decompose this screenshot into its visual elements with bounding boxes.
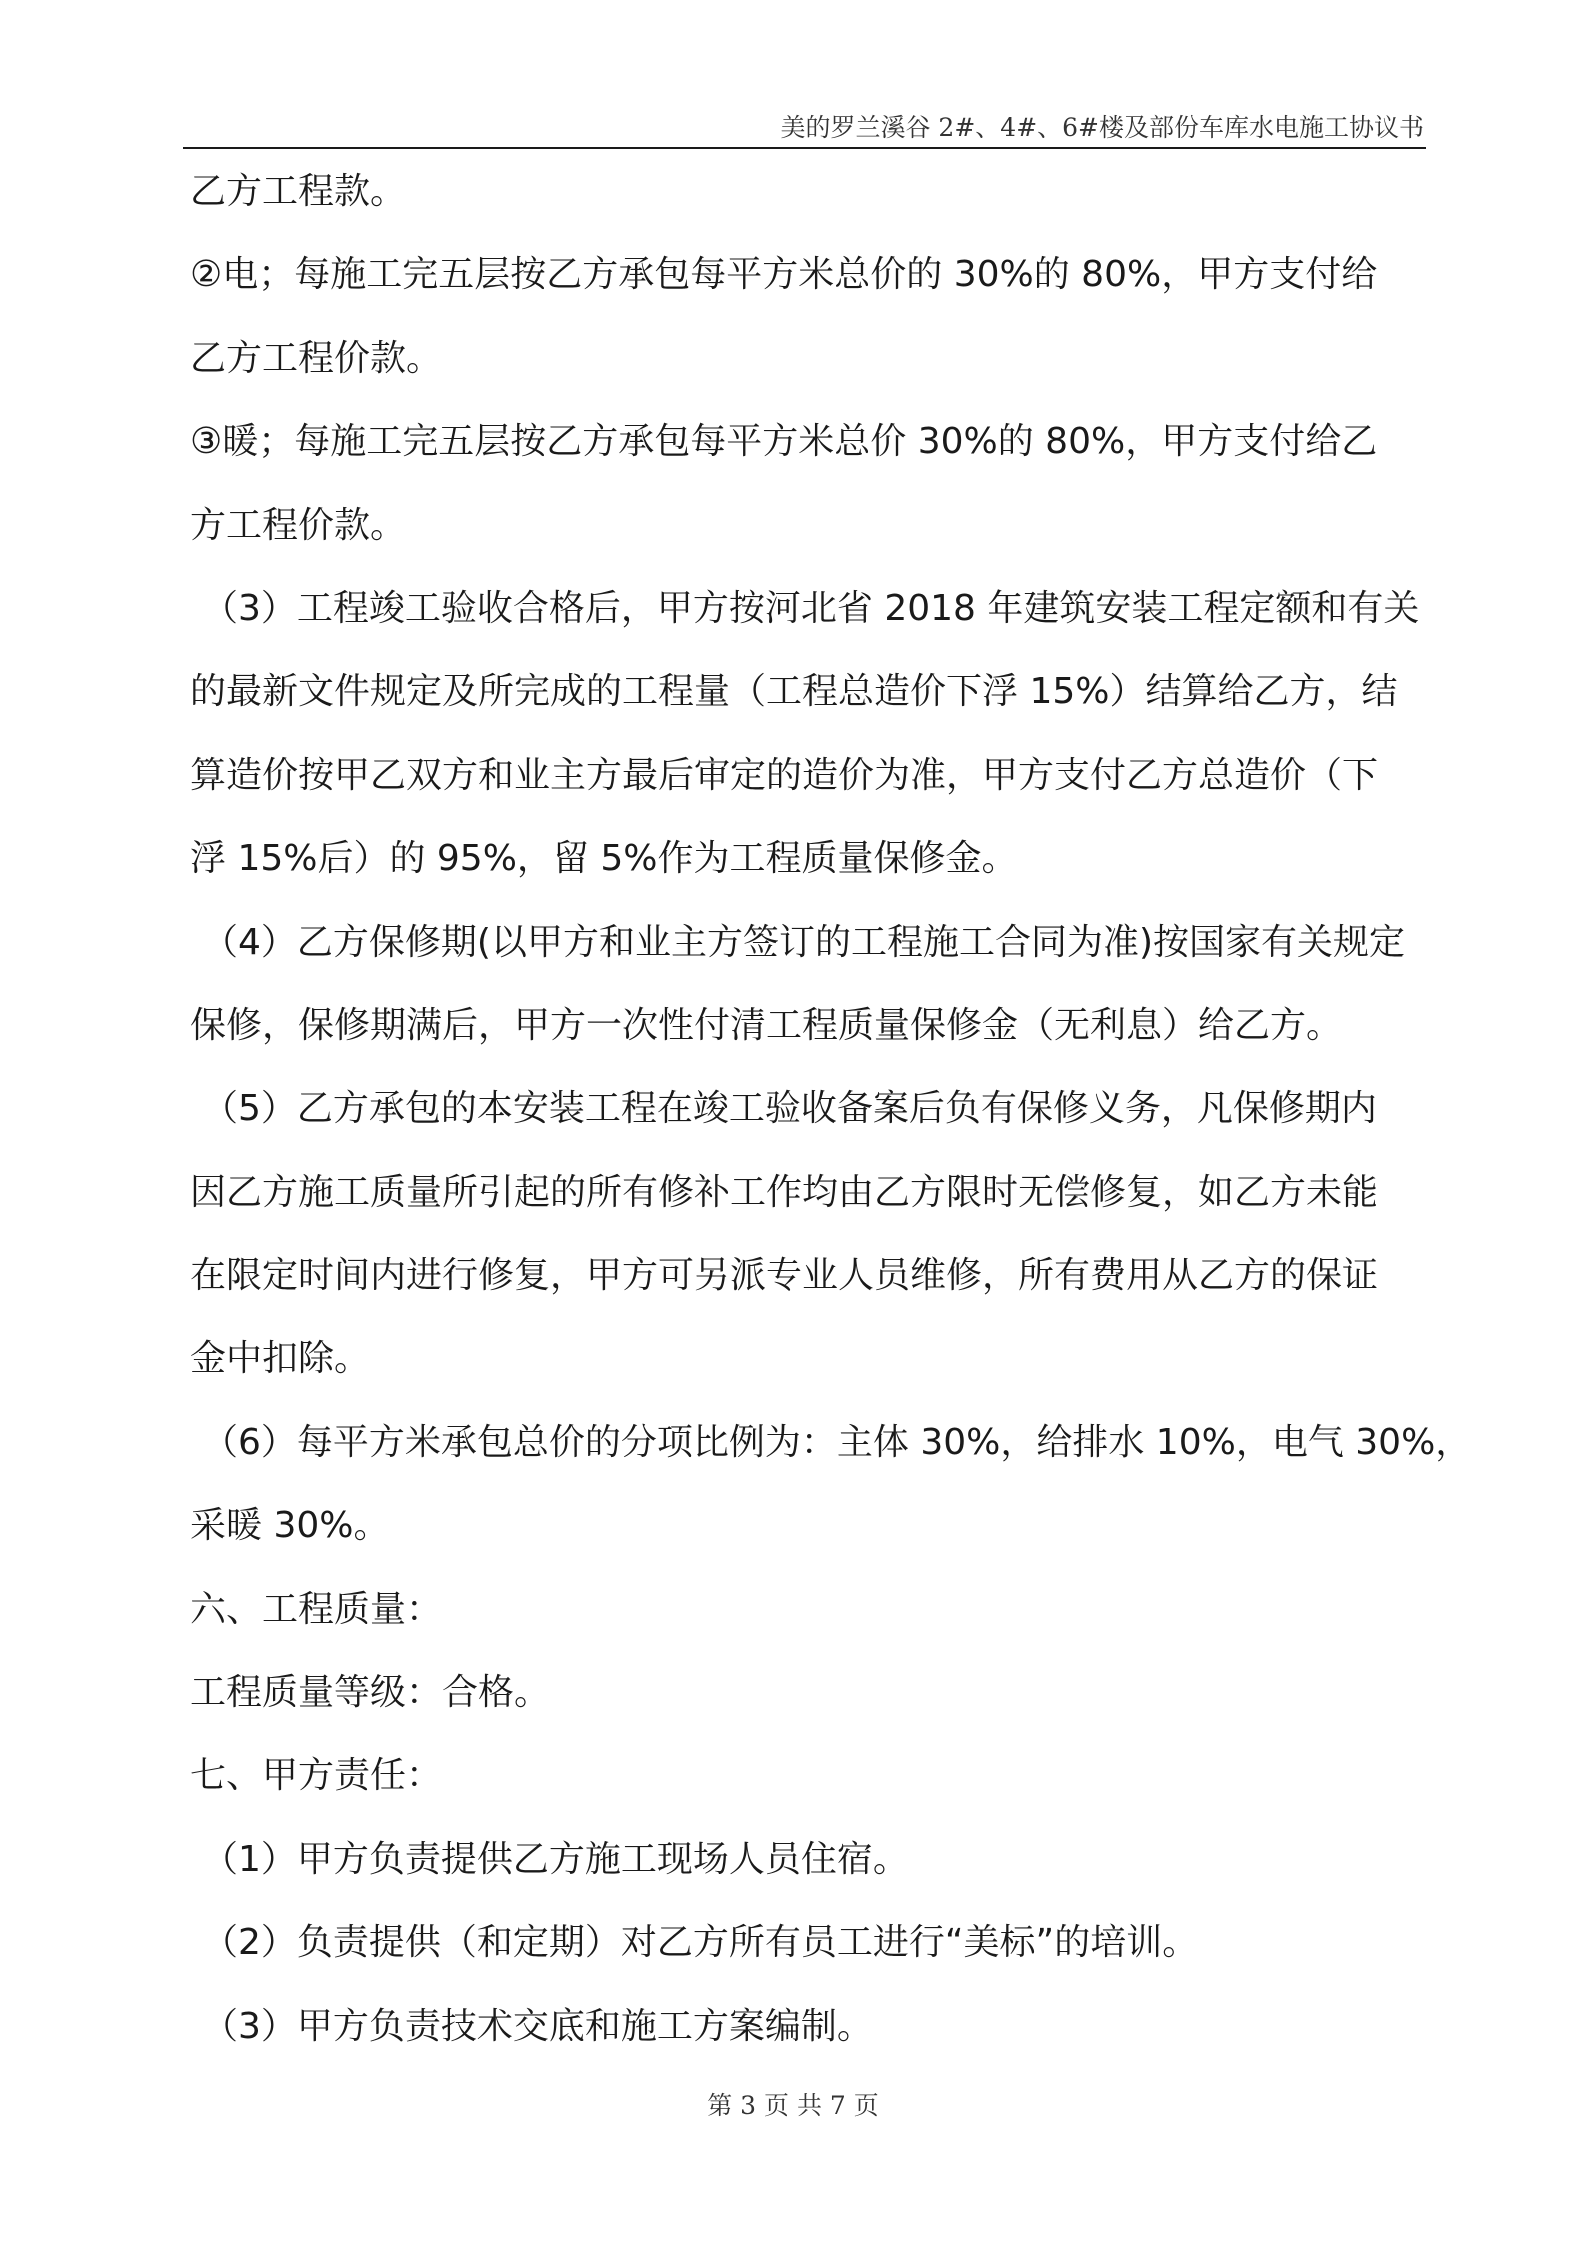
text-line: （1）甲方负责提供乙方施工现场人员住宿。 — [202, 1838, 909, 1880]
text-line: 因乙方施工质量所引起的所有修补工作均由乙方限时无偿修复，如乙方未能 — [190, 1171, 1379, 1213]
text-line: （5）乙方承包的本安装工程在竣工验收备案后负有保修义务，凡保修期内 — [202, 1088, 1377, 1130]
text-line: 在限定时间内进行修复，甲方可另派专业人员维修，所有费用从乙方的保证 — [190, 1255, 1379, 1297]
header-divider — [183, 147, 1426, 149]
text-line: 采暖 30%。 — [190, 1505, 390, 1547]
text-line: 的最新文件规定及所完成的工程量（工程总造价下浮 15%）结算给乙方，结 — [190, 671, 1398, 713]
text-line: （6）每平方米承包总价的分项比例为：主体 30%，给排水 10%，电气 30%， — [202, 1421, 1472, 1463]
text-line: ②电；每施工完五层按乙方承包每平方米总价的 30%的 80%，甲方支付给 — [190, 254, 1378, 296]
text-line: （3）甲方负责技术交底和施工方案编制。 — [202, 2005, 873, 2047]
document-body — [190, 150, 1472, 2068]
section-heading: 六、工程质量： — [190, 1588, 443, 1630]
text-line: （4）乙方保修期(以甲方和业主方签订的工程施工合同为准)按国家有关规定 — [202, 921, 1405, 963]
text-line: （2）负责提供（和定期）对乙方所有员工进行“美标”的培训。 — [202, 1922, 1199, 1964]
text-line: 金中扣除。 — [190, 1338, 371, 1380]
text-line: 算造价按甲乙双方和业主方最后审定的造价为准，甲方支付乙方总造价（下 — [190, 754, 1379, 796]
section-heading: 七、甲方责任： — [190, 1755, 443, 1797]
text-line: 浮 15%后）的 95%，留 5%作为工程质量保修金。 — [190, 838, 1018, 880]
page-number: 第 3 页 共 7 页 — [707, 2091, 879, 2120]
text-line: 乙方工程款。 — [190, 171, 407, 212]
page-header-title: 美的罗兰溪谷 2#、4#、6#楼及部份车库水电施工协议书 — [780, 113, 1424, 142]
text-line: 工程质量等级：合格。 — [190, 1672, 551, 1714]
text-line: 方工程价款。 — [190, 504, 407, 546]
text-line: 乙方工程价款。 — [190, 337, 443, 379]
text-line: 保修，保修期满后，甲方一次性付清工程质量保修金（无利息）给乙方。 — [190, 1004, 1343, 1046]
text-line: （3）工程竣工验收合格后，甲方按河北省 2018 年建筑安装工程定额和有关 — [202, 587, 1420, 629]
text-line: ③暖；每施工完五层按乙方承包每平方米总价 30%的 80%，甲方支付给乙 — [190, 421, 1378, 463]
